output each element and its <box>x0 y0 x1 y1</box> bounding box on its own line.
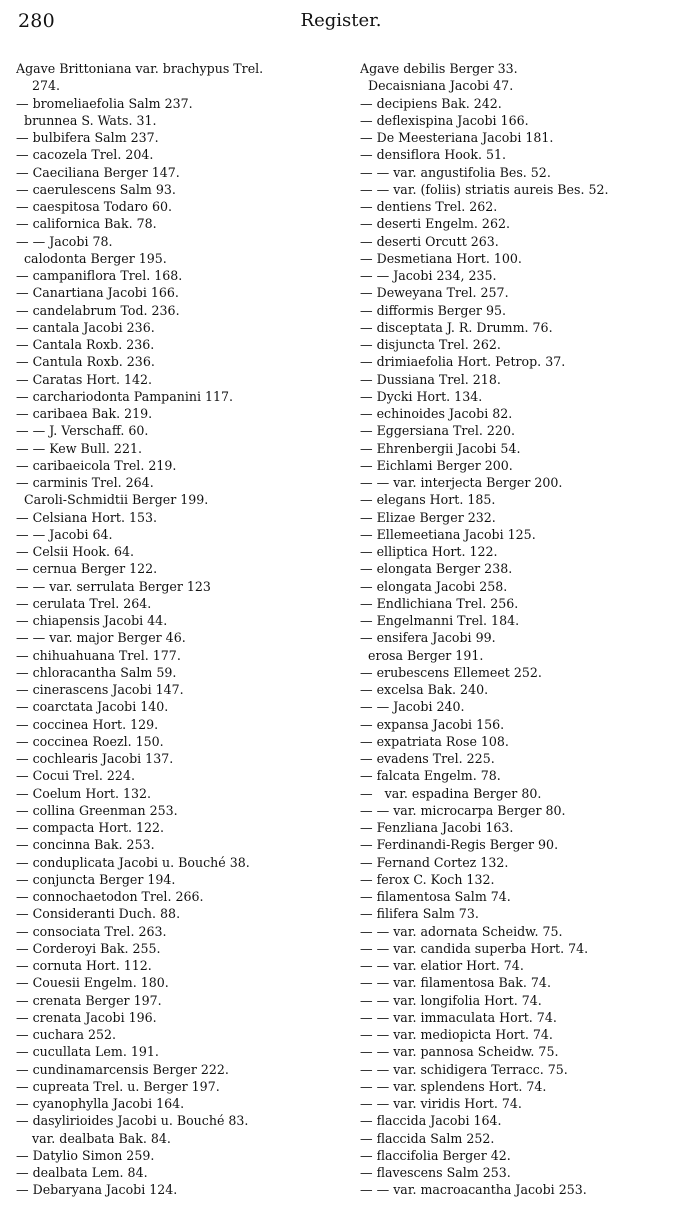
index-entry: — flaccifolia Berger 42. <box>360 1147 511 1163</box>
index-entry: — — Jacobi 78. <box>16 233 113 249</box>
index-entry: — — var. angustifolia Bes. 52. <box>360 164 551 180</box>
index-entry: — Endlichiana Trel. 256. <box>360 595 519 611</box>
index-entry: — — var. elatior Hort. 74. <box>360 958 524 973</box>
index-entry: Agave Brittoniana var. brachypus Trel. <box>16 61 264 76</box>
index-entry: — elliptica Hort. 122. <box>360 544 498 559</box>
index-entry: — — var. mediopicta Hort. 74. <box>360 1027 553 1042</box>
index-entry: — candelabrum Tod. 236. <box>16 302 180 318</box>
index-entry: — caribaeicola Trel. 219. <box>16 457 177 473</box>
index-entry: — cerulata Trel. 264. <box>16 595 152 611</box>
index-entry: — coccinea Roezl. 150. <box>16 733 164 749</box>
index-entry: calodonta Berger 195. <box>16 250 167 266</box>
index-entry: — cupreata Trel. u. Berger 197. <box>16 1078 220 1094</box>
index-entry: Agave debilis Berger 33. <box>360 61 518 76</box>
index-entry: — flavescens Salm 253. <box>360 1165 511 1180</box>
index-entry: — — var. pannosa Scheidw. 75. <box>360 1044 559 1060</box>
index-entry: — disceptata J. R. Drumm. 76. <box>360 319 553 335</box>
index-entry: — filifera Salm 73. <box>360 906 479 922</box>
index-entry: — carminis Trel. 264. <box>16 475 154 490</box>
index-entry: — Cantala Roxb. 236. <box>16 337 155 352</box>
index-entry: — bulbifera Salm 237. <box>16 130 159 145</box>
index-entry: — De Meesteriana Jacobi 181. <box>360 130 554 145</box>
index-entry: — Consideranti Duch. 88. <box>16 906 181 922</box>
index-entry: — Eichlami Berger 200. <box>360 457 513 473</box>
index-entry: — — var. schidigera Terracc. 75. <box>360 1061 568 1077</box>
index-entry: — — Jacobi 64. <box>16 526 113 542</box>
index-entry: — consociata Trel. 263. <box>16 923 167 939</box>
index-entry: — conjuncta Berger 194. <box>16 871 176 887</box>
index-entry: — drimiaefolia Hort. Petrop. 37. <box>360 354 566 370</box>
index-entry: — Datylio Simon 259. <box>16 1147 155 1163</box>
index-entry: — Dussiana Trel. 218. <box>360 371 501 387</box>
index-entry: — Dycki Hort. 134. <box>360 388 483 404</box>
index-entry: — — var. filamentosa Bak. 74. <box>360 975 551 991</box>
index-entry: — elongata Berger 238. <box>360 561 513 577</box>
index-entry: — bromeliaefolia Salm 237. <box>16 95 193 111</box>
index-entry: — flaccida Salm 252. <box>360 1130 495 1146</box>
index-entry: — difformis Berger 95. <box>360 302 506 318</box>
index-entry: — Debaryana Jacobi 124. <box>16 1182 178 1198</box>
index-entry: — chihuahuana Trel. 177. <box>16 647 181 663</box>
index-entry: — Deweyana Trel. 257. <box>360 285 509 301</box>
index-entry: — flaccida Jacobi 164. <box>360 1113 502 1129</box>
index-entry: — deflexispina Jacobi 166. <box>360 112 529 128</box>
index-entry: — — var. (foliis) striatis aureis Bes. 52. <box>360 181 609 197</box>
index-entry: — Ferdinandi-Regis Berger 90. <box>360 837 559 853</box>
index-entry: — — var. candida superba Hort. 74. <box>360 940 589 956</box>
index-entry: — expansa Jacobi 156. <box>360 716 505 732</box>
index-entry: — Elizae Berger 232. <box>360 509 496 525</box>
index-entry: — caespitosa Todaro 60. <box>16 199 172 214</box>
index-entry: — filamentosa Salm 74. <box>360 889 511 904</box>
index-entry: — — var. longifolia Hort. 74. <box>360 992 542 1008</box>
index-entry: — cundinamarcensis Berger 222. <box>16 1061 229 1077</box>
page-number: 280 <box>18 10 55 32</box>
index-entry: — — var. microcarpa Berger 80. <box>360 802 566 818</box>
index-entry: — erubescens Ellemeet 252. <box>360 664 542 680</box>
index-entry: — dasylirioides Jacobi u. Bouché 83. <box>16 1113 249 1129</box>
index-entry: — — var. serrulata Berger 123 <box>16 578 211 594</box>
index-entry: — — var. interjecta Berger 200. <box>360 475 563 490</box>
index-entry: — dentiens Trel. 262. <box>360 199 498 214</box>
index-entry: — cochlearis Jacobi 137. <box>16 751 174 766</box>
index-entry: — Caratas Hort. 142. <box>16 371 152 387</box>
index-entry: — — var. immaculata Hort. 74. <box>360 1009 557 1025</box>
index-entry: — carchariodonta Pampanini 117. <box>16 388 234 404</box>
index-entry: — chloracantha Salm 59. <box>16 664 177 680</box>
index-entry: — elegans Hort. 185. <box>360 492 496 508</box>
index-entry: — — var. splendens Hort. 74. <box>360 1078 547 1094</box>
index-entry: — evadens Trel. 225. <box>360 751 495 766</box>
index-column-right <box>360 60 680 1199</box>
index-entry: — concinna Bak. 253. <box>16 837 155 853</box>
index-entry: — crenata Jacobi 196. <box>16 1009 157 1025</box>
index-entry: — — Jacobi 234, 235. <box>360 268 497 283</box>
index-entry: — excelsa Bak. 240. <box>360 682 489 697</box>
index-entry: — Engelmanni Trel. 184. <box>360 613 520 628</box>
index-entry: — cucullata Lem. 191. <box>16 1044 159 1060</box>
index-entry: — cinerascens Jacobi 147. <box>16 682 184 697</box>
index-entry: — Celsii Hook. 64. <box>16 544 135 559</box>
index-entry: — — var. adornata Scheidw. 75. <box>360 923 563 939</box>
index-entry: — collina Greenman 253. <box>16 802 178 818</box>
index-entry: — cuchara 252. <box>16 1027 117 1042</box>
index-entry: — Desmetiana Hort. 100. <box>360 250 522 266</box>
index-entry: — Coelum Hort. 132. <box>16 785 152 801</box>
index-entry: Decaisniana Jacobi 47. <box>360 78 514 94</box>
index-entry: — cyanophylla Jacobi 164. <box>16 1096 185 1111</box>
index-entry: erosa Berger 191. <box>360 647 484 663</box>
index-entry: — echinoides Jacobi 82. <box>360 406 513 421</box>
index-entry: — cernua Berger 122. <box>16 561 158 577</box>
index-entry: — crenata Berger 197. <box>16 992 162 1008</box>
index-entry: — conduplicata Jacobi u. Bouché 38. <box>16 854 250 870</box>
index-entry: var. dealbata Bak. 84. <box>16 1130 171 1146</box>
index-entry: — — var. viridis Hort. 74. <box>360 1096 522 1111</box>
index-entry: — connochaetodon Trel. 266. <box>16 889 204 904</box>
index-entry: — Cantula Roxb. 236. <box>16 354 155 370</box>
index-entry: — coarctata Jacobi 140. <box>16 699 169 715</box>
index-entry: — — Kew Bull. 221. <box>16 440 142 456</box>
index-entry: — caerulescens Salm 93. <box>16 181 176 197</box>
index-entry: — cornuta Hort. 112. <box>16 958 152 973</box>
index-entry: — deserti Orcutt 263. <box>360 233 499 249</box>
page-header: Register. <box>300 10 382 31</box>
index-entry: — deserti Engelm. 262. <box>360 216 510 232</box>
index-entry: — Caeciliana Berger 147. <box>16 164 180 180</box>
index-entry: — Eggersiana Trel. 220. <box>360 423 515 439</box>
index-column-left <box>16 60 354 1199</box>
index-entry: — decipiens Bak. 242. <box>360 95 502 111</box>
index-entry: — coccinea Hort. 129. <box>16 716 159 732</box>
index-entry: — densiflora Hook. 51. <box>360 147 507 163</box>
index-entry: — var. espadina Berger 80. <box>360 785 542 801</box>
index-entry: — compacta Hort. 122. <box>16 820 165 835</box>
index-entry: — dealbata Lem. 84. <box>16 1165 148 1180</box>
index-entry: — cantala Jacobi 236. <box>16 319 155 335</box>
index-entry: brunnea S. Wats. 31. <box>16 112 157 128</box>
index-entry: — falcata Engelm. 78. <box>360 768 501 784</box>
index-entry: — chiapensis Jacobi 44. <box>16 613 168 628</box>
index-entry: — Fenzliana Jacobi 163. <box>360 820 514 835</box>
index-entry: Caroli-Schmidtii Berger 199. <box>16 492 209 508</box>
index-entry: — expatriata Rose 108. <box>360 733 509 749</box>
index-entry: — disjuncta Trel. 262. <box>360 337 501 352</box>
index-entry: — elongata Jacobi 258. <box>360 578 508 594</box>
index-entry: — — Jacobi 240. <box>360 699 465 715</box>
index-entry: 274. <box>16 78 61 94</box>
index-entry: — — J. Verschaff. 60. <box>16 423 149 439</box>
index-entry: — caribaea Bak. 219. <box>16 406 153 421</box>
index-entry: — cacozela Trel. 204. <box>16 147 154 163</box>
index-entry: — ferox C. Koch 132. <box>360 871 495 887</box>
index-entry: — Fernand Cortez 132. <box>360 854 509 870</box>
index-entry: — — var. macroacantha Jacobi 253. <box>360 1182 587 1198</box>
index-entry: — Cocui Trel. 224. <box>16 768 135 784</box>
index-entry: — californica Bak. 78. <box>16 216 157 232</box>
index-entry: — Canartiana Jacobi 166. <box>16 285 179 301</box>
index-entry: — Ellemeetiana Jacobi 125. <box>360 526 536 542</box>
index-entry: — Couesii Engelm. 180. <box>16 975 169 991</box>
index-entry: — Ehrenbergii Jacobi 54. <box>360 440 521 456</box>
index-entry: — ensifera Jacobi 99. <box>360 630 496 646</box>
index-entry: — campaniflora Trel. 168. <box>16 268 183 283</box>
index-entry: — Corderoyi Bak. 255. <box>16 940 161 956</box>
index-entry: — Celsiana Hort. 153. <box>16 509 158 525</box>
index-entry: — — var. major Berger 46. <box>16 630 186 646</box>
